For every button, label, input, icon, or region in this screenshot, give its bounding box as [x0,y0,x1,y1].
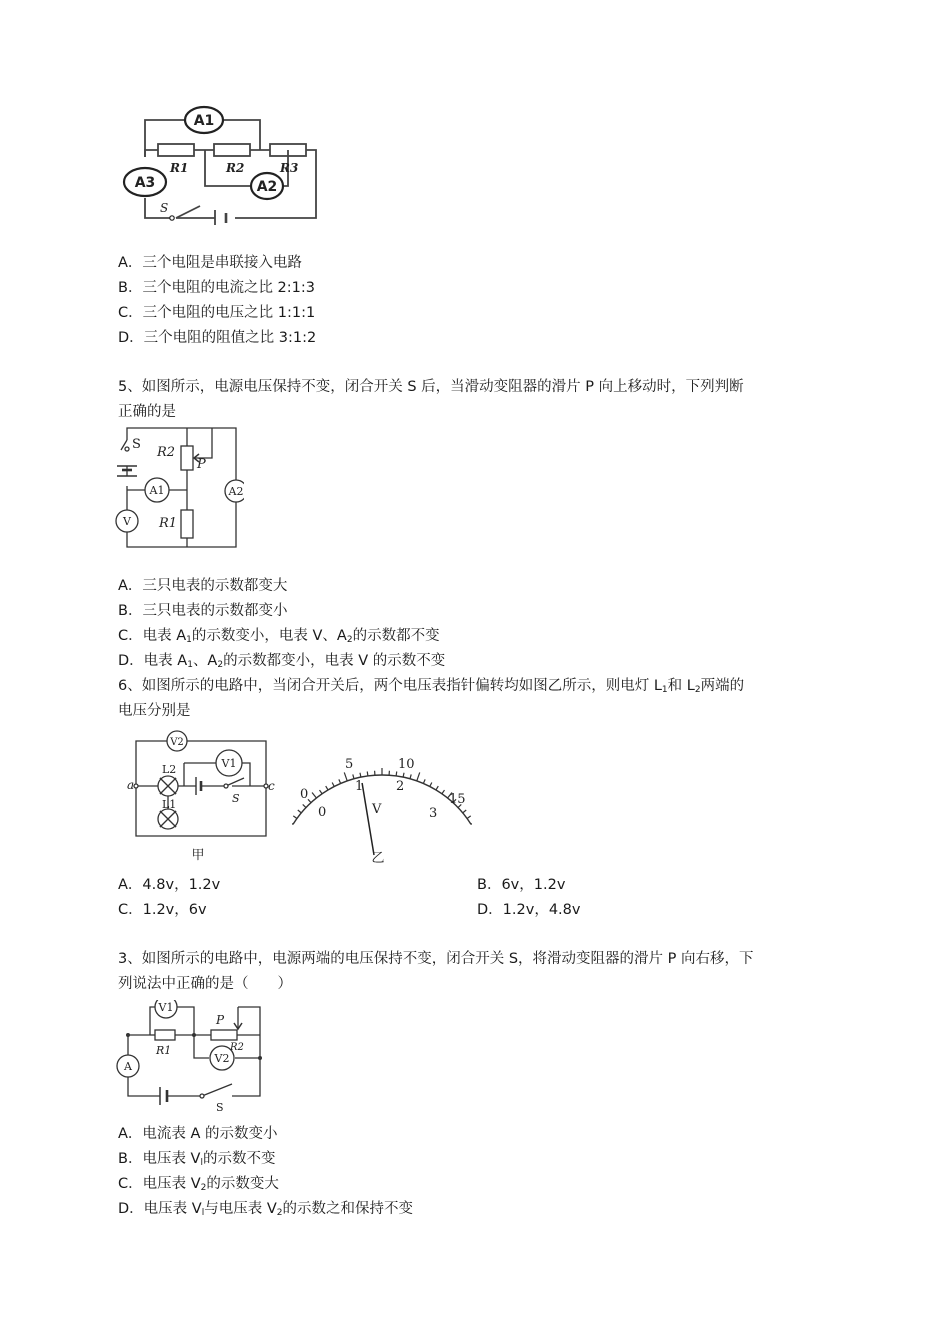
option-letter: B． [118,280,143,296]
q3-stem [118,947,840,997]
q3-option-b [118,1149,276,1169]
option-text: 的示数都变小，电表 V 的示数不变 [223,653,446,669]
option-text: 电压表 V [142,1151,201,1167]
q5-option-b [118,601,287,621]
q3-stem-line1: 3、如图所示的电路中，电源两端的电压保持不变，闭合开关 S，将滑动变阻器的滑片 P 向右移，下 [118,951,754,967]
q4-a3-label: A3 [134,175,156,191]
q5-circuit-diagram [112,426,244,552]
q3-option-d [118,1199,413,1219]
q6-voltmeter-dial-yi [292,745,472,870]
option-text: 电压表 V [143,1201,202,1217]
subscript: 2 [694,685,701,695]
q4-r1-label: R1 [170,161,189,175]
q5-option-c [118,626,440,646]
dial-outer-label-15: 15 [449,792,466,807]
option-letter: C． [118,628,143,644]
option-text: 4.8v，1.2v [142,877,221,893]
subscript: l [200,1158,203,1168]
q6-v2-label: V2 [170,737,184,748]
stem-text: 和 L [667,678,695,694]
option-letter: A． [118,877,143,893]
q5-switch-label: S [132,437,141,452]
dial-outer-label-0: 0 [300,787,309,802]
q5-a1-label: A1 [149,484,165,497]
q4-option-c [118,303,315,323]
q3-stem-line2: 列说法中正确的是（ ） [118,976,292,992]
q6-l2-label: L2 [162,763,177,776]
q4-option-d [118,328,316,348]
q6-option-c [118,900,207,920]
dial-outer-label-5: 5 [345,757,354,772]
option-text: 三个电阻的电压之比 1:1:1 [142,305,316,321]
q4-option-b [118,278,315,298]
q6-l1-label: L1 [162,798,177,811]
q3-r1-label: R1 [156,1044,172,1057]
q5-p-label: P [197,457,206,472]
option-text: 电表 A [143,653,188,669]
subscript: 2 [276,1208,283,1218]
option-letter: A． [118,578,143,594]
q5-option-a [118,576,287,596]
q6-caption-jia: 甲 [191,848,205,863]
q6-stem [118,674,840,724]
q3-v2-label: V2 [214,1052,230,1065]
q4-a1-label: A1 [193,113,215,129]
q6-stem-line1 [118,674,840,699]
option-text: 电表 A [142,628,187,644]
q5-stem-line2: 正确的是 [118,404,176,420]
q5-stem [118,375,840,425]
subscript: 1 [187,660,193,670]
q6-option-d [477,900,580,920]
option-letter: C． [118,902,143,918]
q6-stem-line2: 电压分别是 [118,703,191,719]
stem-text: 两端的 [700,678,745,694]
stem-text: 6、如图所示的电路中，当闭合开关后，两个电压表指针偏转均如图乙所示，则电灯 L [118,678,662,694]
option-text: 的示数变大 [206,1176,279,1192]
q3-option-c [118,1174,279,1194]
q4-circuit-diagram [118,100,328,225]
option-text: 的示数变小，电表 V、A [191,628,347,644]
option-letter: D． [118,653,144,669]
q3-a-label: A [124,1060,132,1073]
dial-tick [344,772,347,780]
q6-option-b [477,875,565,895]
q5-r1-label: R1 [159,516,178,531]
option-text: 6v，1.2v [501,877,566,893]
dial-inner-label-1: 1 [355,779,364,794]
dial-inner-label-0: 0 [318,805,327,820]
q5-option-d [118,651,445,671]
q6-switch-label: S [232,792,240,805]
dial-tick [417,772,420,780]
option-letter: A． [118,1126,143,1142]
subscript: 2 [217,660,224,670]
q3-p-label: P [216,1013,225,1027]
q3-circuit-diagram [112,1000,270,1112]
option-letter: D． [118,330,144,346]
q4-r3-label: R3 [280,161,299,175]
option-text: 电流表 A 的示数变小 [142,1126,278,1142]
subscript: l [201,1208,205,1218]
q5-r2-label: R2 [157,445,176,460]
option-text: 1.2v，6v [142,902,207,918]
q4-switch-label: S [160,201,169,215]
subscript: 1 [186,635,192,645]
option-letter: D． [477,902,503,918]
q3-r2-label: R2 [230,1042,244,1053]
dial-unit-label: V [372,802,382,817]
option-text: 三只电表的示数都变大 [142,578,288,594]
q5-a2-label: A2 [228,485,244,498]
option-text: 的示数都不变 [352,628,440,644]
option-text: 与电压表 V [204,1201,277,1217]
option-text: 的示数之和保持不变 [282,1201,413,1217]
q4-option-a [118,253,302,273]
q6-option-a [118,875,220,895]
option-letter: B． [118,603,143,619]
option-letter: C． [118,1176,143,1192]
subscript: 1 [661,685,668,695]
option-letter: B． [477,877,502,893]
option-text: 1.2v，4.8v [502,902,581,918]
option-letter: B． [118,1151,143,1167]
option-text: 三个电阻的电流之比 2:1:3 [142,280,316,296]
subscript: 2 [346,635,353,645]
q3-option-a [118,1124,278,1144]
dial-inner-label-2: 2 [396,779,405,794]
option-text: 的示数不变 [203,1151,276,1167]
voltmeter-pointer [362,783,374,855]
subscript: 2 [200,1183,207,1193]
option-letter: A． [118,255,143,271]
q5-stem-line1: 5、如图所示，电源电压保持不变，闭合开关 S 后，当滑动变阻器的滑片 P 向上移动时，下列判断 [118,379,744,395]
q6-v1-label: V1 [221,757,237,770]
q6-caption-yi: 乙 [371,851,385,866]
q6-circuit-diagram-jia [126,726,276,866]
q3-switch-label: S [216,1101,224,1112]
q3-v1-label: V1 [158,1001,174,1014]
q5-v-label: V [123,515,131,528]
option-text: 、A [192,653,218,669]
q6-a-label: a [127,778,135,792]
q4-a2-label: A2 [256,179,278,195]
option-text: 电压表 V [142,1176,201,1192]
option-text: 三个电阻的阻值之比 3:1:2 [143,330,317,346]
option-letter: D． [118,1201,144,1217]
option-text: 三个电阻是串联接入电路 [142,255,302,271]
dial-tick [312,793,316,798]
q4-r2-label: R2 [226,161,245,175]
q6-c-label: c [268,779,275,793]
option-letter: C． [118,305,143,321]
option-text: 三只电表的示数都变小 [142,603,288,619]
dial-outer-label-10: 10 [398,757,415,772]
dial-inner-label-3: 3 [429,806,438,821]
